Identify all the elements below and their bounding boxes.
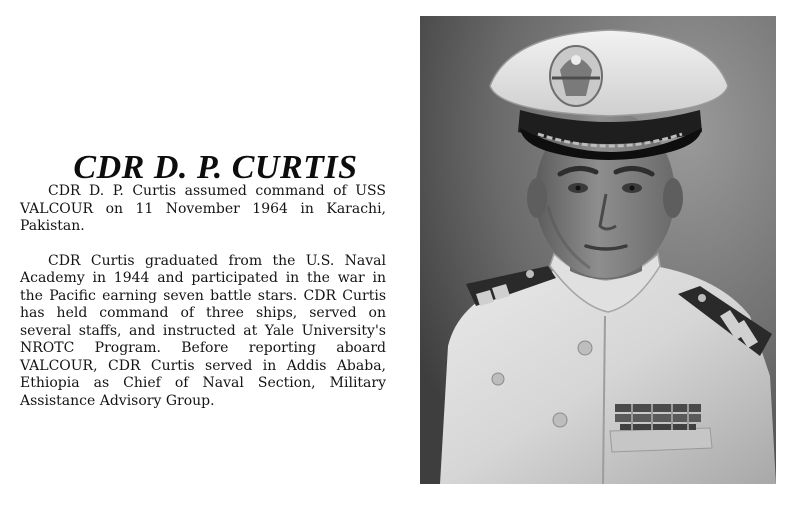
- pocket-flap: [610, 428, 712, 452]
- ear-left: [527, 178, 547, 218]
- biography-paragraph-2: CDR Curtis graduated from the U.S. Naval Academy in 1944 and participated in the war in the Pacific earning seven battle stars. CDR Curtis has held command of three ships, served on several staffs, and instructed at Yale University's NROTC Program. Before reporting aboard VALCOUR, CDR Curtis served in Addis Ababa, Ethiopia as Chief of Naval Section, Military Assistance Advisory Group.: [20, 252, 386, 409]
- ribbon-bars: [615, 404, 701, 430]
- page-title: CDR D. P. CURTIS: [73, 148, 358, 186]
- cap-badge-icon: [550, 46, 602, 106]
- officer-portrait-photo: [420, 16, 776, 484]
- biography-text: [20, 183, 386, 427]
- ear-right: [663, 178, 683, 218]
- biography-paragraph-1: CDR D. P. Curtis assumed command of USS VALCOUR on 11 November 1964 in Karachi, Pakistan.: [20, 183, 386, 234]
- uniform-button: [578, 341, 592, 355]
- portrait-illustration: [420, 16, 776, 484]
- uniform-button: [492, 373, 504, 385]
- uniform-button: [553, 413, 567, 427]
